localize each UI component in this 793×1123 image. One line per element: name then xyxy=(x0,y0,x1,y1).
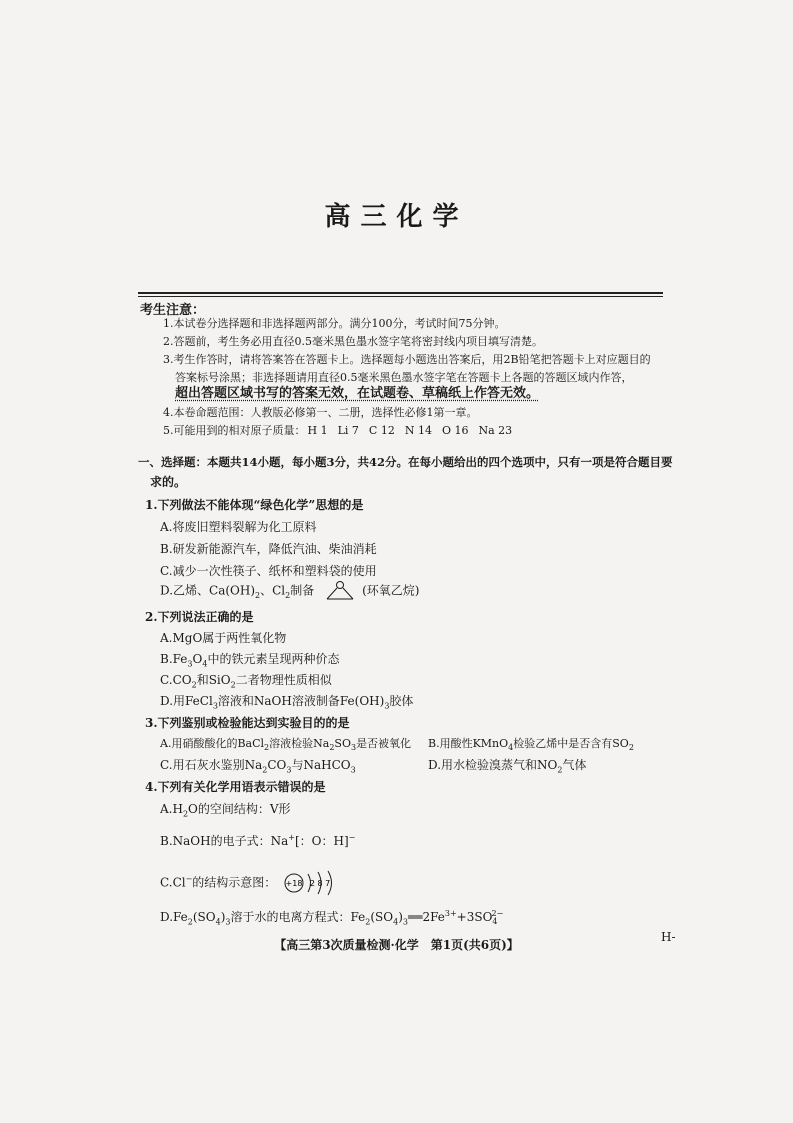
option-text: 溶于水的电离方程式：Fe xyxy=(230,910,366,924)
subscript: 3 xyxy=(225,917,231,927)
mass-value: C 12 xyxy=(368,424,395,437)
question-1-option-a: A.将废旧塑料裂解为化工原料 xyxy=(160,520,317,534)
option-text: D.乙烯、Ca(OH) xyxy=(160,583,256,598)
question-1-option-c: C.减少一次性筷子、纸杯和塑料袋的使用 xyxy=(160,564,377,578)
section-line: 一、选择题：本题共14小题，每小题3分，共42分。在每小题给出的四个选项中，只有一项是符合题目要 xyxy=(138,455,673,469)
subscript: 2 xyxy=(365,917,371,927)
option-text: [：O：H] xyxy=(294,834,349,848)
question-3-option-b xyxy=(428,735,634,752)
option-text: CO xyxy=(267,758,287,772)
mass-value: H 1 xyxy=(307,424,328,437)
question-2-option-c xyxy=(160,671,332,689)
subscript: 3 xyxy=(286,765,292,775)
option-text: B.NaOH的电子式：Na xyxy=(160,834,289,848)
question-3-stem: 3.下列鉴别或检验能达到实验目的的是 xyxy=(145,716,350,730)
mass-value: N 14 xyxy=(404,424,432,437)
question-2-option-b xyxy=(160,650,339,668)
notice-item-emphasis: 超出答题区域书写的答案无效，在试题卷、草稿纸上作答无效。 xyxy=(175,386,540,401)
option-text: A.H xyxy=(160,802,183,816)
option-text: 检验乙烯中是否含有SO xyxy=(513,737,629,750)
question-2-option-a: A.MgO属于两性氧化物 xyxy=(160,631,287,645)
question-3-option-d xyxy=(428,756,586,774)
mass-value: Li 7 xyxy=(337,424,359,437)
option-text: C.CO xyxy=(160,673,192,687)
subscript: 4 xyxy=(202,659,208,669)
atomic-masses xyxy=(163,423,522,439)
subscript: 2 xyxy=(285,590,291,600)
question-4-option-a xyxy=(160,800,291,818)
option-text: 胶体 xyxy=(389,694,414,708)
option-text: D.用水检验溴蒸气和NO xyxy=(428,758,558,772)
subscript: 2 xyxy=(264,743,270,753)
subscript: 3 xyxy=(402,917,408,927)
option-text: C.Cl xyxy=(160,875,186,890)
subscript: 4 xyxy=(215,917,221,927)
question-4-option-d xyxy=(160,908,503,926)
notice-item: 3.考生作答时，请将答案答在答题卡上。选择题每小题选出答案后，用2B铅笔把答题卡上对应题目的 xyxy=(163,353,651,366)
question-4-option-b xyxy=(160,832,355,849)
subscript: 3 xyxy=(187,659,193,669)
option-text: O的空间结构：V形 xyxy=(188,802,291,816)
subscript: 2 xyxy=(187,917,193,927)
question-3-option-c xyxy=(160,756,356,774)
superscript: + xyxy=(288,833,295,842)
superscript: − xyxy=(348,833,356,842)
question-4-stem: 4.下列有关化学用语表示错误的是 xyxy=(145,780,326,794)
option-text: ) xyxy=(220,910,226,924)
chloride-ion-structure-icon xyxy=(282,870,352,896)
subscript: 4 xyxy=(508,743,514,753)
page-title: 高三化学 xyxy=(324,202,469,232)
question-2-stem: 2.下列说法正确的是 xyxy=(145,610,254,624)
option-text: 溶液检验Na xyxy=(269,737,330,750)
subscript: 3 xyxy=(350,765,356,775)
subscript: 3 xyxy=(384,701,390,711)
section-heading xyxy=(138,452,673,492)
subscript: 4 xyxy=(393,917,399,927)
option-text: B.用酸性KMnO xyxy=(428,737,509,750)
option-text: 、Cl xyxy=(260,583,286,598)
question-1-stem: 1.下列做法不能体现“绿色化学”思想的是 xyxy=(145,498,364,512)
superscript: 3+ xyxy=(444,909,457,918)
option-text: SO xyxy=(334,737,351,750)
subscript: 4 xyxy=(492,917,498,927)
subscript: 2 xyxy=(255,590,261,600)
option-text: B.Fe xyxy=(160,652,188,666)
section-line: 求的。 xyxy=(150,475,187,489)
subscript: 2 xyxy=(557,765,563,775)
option-text: C.用石灰水鉴别Na xyxy=(160,758,263,772)
question-2-option-d xyxy=(160,692,413,710)
option-text: 二者物理性质相似 xyxy=(235,673,332,687)
option-text: 溶液和NaOH溶液制备Fe(OH) xyxy=(217,694,385,708)
subscript: 2 xyxy=(329,743,335,753)
option-text: A.用硝酸酸化的BaCl xyxy=(160,737,265,750)
option-text: (SO xyxy=(192,910,216,924)
question-1-option-b: B.研发新能源汽车，降低汽油、柴油消耗 xyxy=(160,542,377,556)
page-footer: 【高三第3次质量检测·化学 第1页(共6页)】 xyxy=(274,938,519,952)
option-text: D.用FeCl xyxy=(160,694,213,708)
subscript: 2 xyxy=(230,680,236,690)
header-rule-thin xyxy=(138,296,663,297)
option-text: +3SO xyxy=(456,910,493,924)
question-4-option-c xyxy=(160,870,352,896)
option-text: (环氧乙烷) xyxy=(362,583,420,598)
bleed-through-text xyxy=(430,150,442,167)
notice-item: 1.本试卷分选择题和非选择题两部分。满分100分，考试时间75分钟。 xyxy=(163,317,506,330)
subscript: 2 xyxy=(628,743,634,753)
header-rule xyxy=(138,292,663,294)
epoxide-structure-icon xyxy=(322,580,358,602)
option-text: 气体 xyxy=(562,758,587,772)
notice-item: 答案标号涂黑；非选择题请用直径0.5毫米黑色墨水签字笔在答题卡上各题的答题区域内作答， xyxy=(175,371,633,384)
option-text: 的结构示意图： xyxy=(192,875,277,890)
option-text: 是否被氧化 xyxy=(356,737,412,750)
notice-item: 4.本卷命题范围：人教版必修第一、二册，选择性必修1第一章。 xyxy=(163,406,478,419)
mass-value: Na 23 xyxy=(478,424,513,437)
mass-value: O 16 xyxy=(441,424,469,437)
subscript: 3 xyxy=(350,743,357,753)
shell-labels: 2 8 7 xyxy=(309,879,331,888)
superscript: 2− xyxy=(491,909,504,918)
subscript: 3 xyxy=(212,701,218,711)
option-text: 与NaHCO xyxy=(291,758,351,772)
option-text: ) xyxy=(398,910,403,924)
question-1-option-d xyxy=(160,580,419,602)
corner-mark: H- xyxy=(661,930,676,944)
option-text: 和SiO xyxy=(196,673,231,687)
masses-label: 5.可能用到的相对原子质量： xyxy=(163,424,306,437)
option-text: O xyxy=(192,652,203,666)
question-3-option-a xyxy=(160,735,411,752)
subscript: 2 xyxy=(191,680,197,690)
subscript: 2 xyxy=(262,765,268,775)
nucleus-label: +18 xyxy=(285,879,303,888)
option-text: (SO xyxy=(370,910,394,924)
option-text: ══2Fe xyxy=(408,910,445,924)
notice-heading: 考生注意： xyxy=(140,303,206,318)
superscript: − xyxy=(185,874,193,884)
option-text: 中的铁元素呈现两种价态 xyxy=(207,652,340,666)
notice-item: 2.答题前，考生务必用直径0.5毫米黑色墨水签字笔将密封线内项目填写清楚。 xyxy=(163,335,543,348)
option-text: 制备 xyxy=(290,583,315,598)
subscript: 2 xyxy=(182,809,189,819)
option-text: D.Fe xyxy=(160,910,188,924)
